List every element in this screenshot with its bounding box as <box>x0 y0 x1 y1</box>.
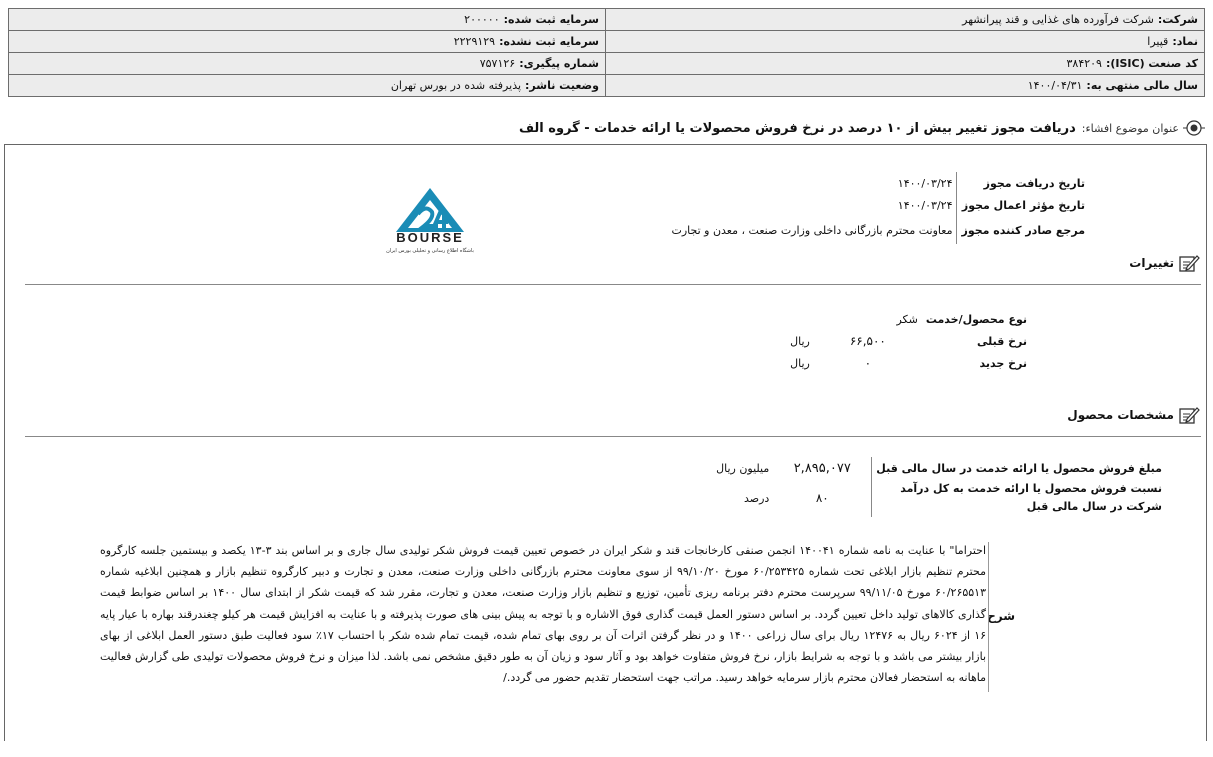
registered-capital-value: ۲۰۰۰۰۰ <box>464 13 500 26</box>
disclosure-subject <box>519 117 1205 139</box>
receive-date-label: تاریخ دریافت مجوز <box>957 172 1089 194</box>
sales-unit: میلیون ریال <box>716 461 770 475</box>
changes-table <box>716 308 1031 374</box>
bourse-logo-text: BOURSE <box>396 230 464 245</box>
symbol-cell: نماد:قپیرا <box>606 31 1205 53</box>
publisher-status-value: پذیرفته شده در بورس تهران <box>390 79 522 92</box>
new-rate-label: نرخ جدید <box>979 356 1027 370</box>
edit-icon <box>1178 253 1200 273</box>
publisher-status-cell: وضعیت ناشر:پذیرفته شده در بورس تهران <box>9 75 606 97</box>
old-rate-value: ۶۶,۵۰۰ <box>849 334 886 348</box>
unregistered-capital-cell: سرمایه ثبت نشده:۲۲۲۹۱۲۹ <box>9 31 606 53</box>
product-specs-title-text: مشخصات محصول <box>1067 408 1174 422</box>
description-label: شرح <box>987 609 1015 623</box>
bourse-logo-subtitle: باشگاه اطلاع رسانی و تحلیلی بورس ایران <box>386 248 474 254</box>
issuer-value: معاونت محترم بازرگانی داخلی وزارت صنعت ، معدن و تجارت <box>671 223 953 237</box>
ratio-row <box>675 479 1166 517</box>
registered-capital-cell: سرمایه ثبت شده:۲۰۰۰۰۰ <box>9 9 606 31</box>
tracking-cell: شماره پیگیری:۷۵۷۱۲۶ <box>9 53 606 75</box>
edit-icon <box>1178 405 1200 425</box>
bourse-logo <box>380 184 480 264</box>
tracking-value: ۷۵۷۱۲۶ <box>479 57 516 70</box>
company-cell: شرکت:شرکت فرآورده های غذایی و قند پیرانشهر <box>606 9 1205 31</box>
subject-value: دریافت مجوز تغییر بیش از ۱۰ درصد در نرخ فروش محصولات یا ارائه خدمات - گروه الف <box>518 120 1076 136</box>
unregistered-capital-value: ۲۲۲۹۱۲۹ <box>453 35 496 48</box>
sales-row <box>675 457 1166 479</box>
changes-section-title <box>1129 253 1200 273</box>
company-header-table <box>8 8 1205 97</box>
new-rate-value: ۰ <box>864 356 872 370</box>
product-type-label: نوع محصول/خدمت <box>925 312 1027 326</box>
new-rate-row <box>716 352 1031 374</box>
receive-date-value: ۱۴۰۰/۰۳/۲۴ <box>897 176 953 190</box>
target-icon <box>1183 117 1205 139</box>
ratio-label: نسبت فروش محصول یا ارائه خدمت به کل درآمد شرکت در سال مالی قبل <box>872 479 1166 517</box>
permit-issuer-row <box>667 216 1089 244</box>
old-rate-label: نرخ قبلی <box>976 334 1027 348</box>
description-text: احتراما" با عنایت به نامه شماره ۱۴۰۰۴۱ انجمن صنفی کارخانجات قند و شکر ایران در خصوص تعیین قیمت فروش شکر تولیدی سال جاری و بر اساس بند ۳-۱۳ یکصد و بیستمین جلسه کارگروه محترم تنظیم بازار ابلاغی تحت شماره ۶۰/۲۵۳۴۲۵ مورخ ۹۹/۱۰/۲۰ از سوی معاونت محترم بازرگانی داخلی وزارت صنعت، معدن و تجارت و دبیر کارگروه تنظیم بازار و همچنین ابلاغیه شماره ۶۰/۲۶۵۵۱۳ مورخ ۹۹/۱۱/۰۵ سرپرست محترم دفتر برنامه ریزی تأمین، توزیع و تنظیم بازار وزارت صنعت، معدن و تجارت، مقرر شد که قیمت شکر از ابتدای سال ۱۴۰۰ بر اساس ضوابط قیمت گذاری کالاهای تولید داخل تعیین گردد. بر اساس دستور العمل قیمت گذاری فوق الاشاره و با توجه به پیش بینی های صورت پذیرفته و با عنایت به افزایش قیمت هر کیلو چغندرقند بهاره با عیار پایه ۱۶ از ۶۰۲۴ ریال به ۱۲۴۷۶ ریال برای سال زراعی ۱۴۰۰ و در نظر گرفتن اثرات آن بر روی بهای تمام شده، قیمت تمام شده شکر با احتساب ۱۷٪ سود فعالیت طبق دستور العمل ابلاغی از بهای بازار بیشتر می باشد و با توجه به شرایط بازار، نرخ فروش متفاوت خواهد بود و آثار سود و زیان آن به طور دقیق مشخص نمی باشد. لذا میزان و نرخ فروش محصولات تولیدی طی گزارش فعالیت ماهانه به استحضار فعالان محترم بازار سرمایه خواهد رسید. مراتب جهت استحضار تقدیم حضور می گردد./ <box>100 544 987 685</box>
sales-label: مبلغ فروش محصول یا ارائه خدمت در سال مالی قبل <box>872 457 1166 479</box>
fiscal-year-value: ۱۴۰۰/۰۴/۳۱ <box>1027 79 1083 92</box>
product-specs-section-title <box>1067 405 1200 425</box>
subject-label: عنوان موضوع افشاء: <box>1081 121 1179 135</box>
permit-receive-date-row <box>667 172 1089 194</box>
company-name: شرکت فرآورده های غذایی و قند پیرانشهر <box>962 13 1154 26</box>
issuer-label: مرجع صادر کننده مجوز <box>957 216 1089 244</box>
fiscal-year-cell: سال مالی منتهی به:۱۴۰۰/۰۴/۳۱ <box>606 75 1205 97</box>
product-specs-divider <box>25 436 1201 437</box>
new-rate-unit: ریال <box>790 356 810 370</box>
symbol-value: قپیرا <box>1147 35 1169 48</box>
effective-date-value: ۱۴۰۰/۰۳/۲۴ <box>897 198 953 212</box>
old-rate-row <box>716 330 1031 352</box>
effective-date-label: تاریخ مؤثر اعمال مجوز <box>957 194 1089 216</box>
product-type-row <box>716 308 1031 330</box>
ratio-value: ۸۰ <box>815 491 829 505</box>
changes-title-text: تغییرات <box>1129 256 1174 270</box>
ratio-unit: درصد <box>743 491 770 505</box>
description-divider <box>988 542 989 692</box>
changes-divider <box>25 284 1201 285</box>
isic-cell: کد صنعت (ISIC):۳۸۴۲۰۹ <box>606 53 1205 75</box>
sales-value: ۲,۸۹۵,۰۷۷ <box>793 460 851 476</box>
isic-value: ۳۸۴۲۰۹ <box>1066 57 1102 70</box>
old-rate-unit: ریال <box>790 334 810 348</box>
permit-effective-date-row <box>667 194 1089 216</box>
permit-info <box>667 172 1089 244</box>
product-specs-table <box>675 457 1166 517</box>
product-type-value: شکر <box>896 312 918 326</box>
